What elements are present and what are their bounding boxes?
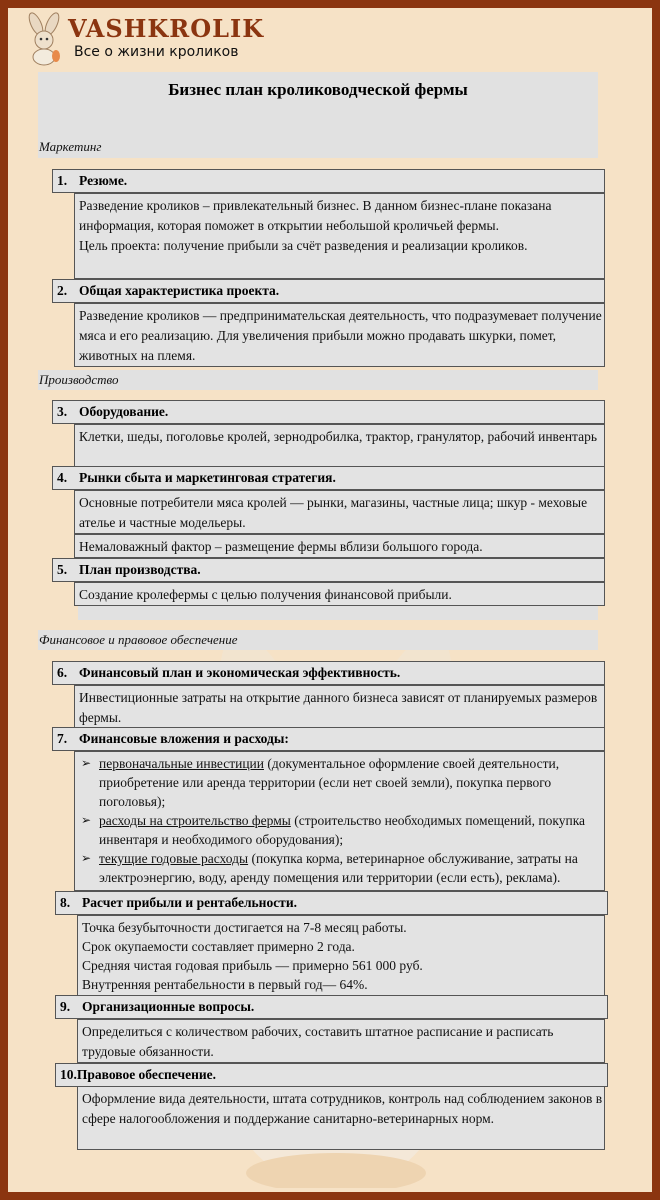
spacer-block: [78, 606, 598, 620]
item-body: Определиться с количеством рабочих, составить штатное расписание и расписать трудовые обязанности.: [77, 1019, 605, 1063]
item-body: Оформление вида деятельности, штата сотрудников, контроль над соблюдением законов в сфере налогообложения и поддержание санитарно-ветеринарных норм.: [77, 1086, 605, 1150]
item-heading: 6. Финансовый план и экономическая эффективность.: [52, 661, 605, 685]
arrow-bullet-icon: ➢: [81, 756, 92, 770]
arrow-bullet-icon: ➢: [81, 851, 92, 865]
item-heading: 8. Расчет прибыли и рентабельности.: [55, 891, 608, 915]
item-heading: 4. Рынки сбыта и маркетинговая стратегия.: [52, 466, 605, 490]
item-body: Разведение кроликов — предпринимательская деятельность, что подразумевает получение мяса и его реализацию. Для увеличения прибыли можно продавать шкурки, помет, животных на племя.: [74, 303, 605, 367]
site-brand[interactable]: VASHKROLIK: [68, 14, 265, 43]
item-body: Основные потребители мяса кролей — рынки, магазины, частные лица; шкур - меховые ателье и частные модельеры.: [74, 490, 605, 534]
item-heading: 3. Оборудование.: [52, 400, 605, 424]
item-body: Клетки, шеды, поголовье кролей, зернодробилка, трактор, гранулятор, рабочий инвентарь: [74, 424, 605, 468]
item-heading: 2. Общая характеристика проекта.: [52, 279, 605, 303]
item-heading: 10.Правовое обеспечение.: [55, 1063, 608, 1087]
item-body: Разведение кроликов – привлекательный бизнес. В данном бизнес-плане показана информация, которая поможет в открытии небольшой кроличьей фермы. Цель проекта: получение прибыли за счёт разведения и реализации кроликов.: [74, 193, 605, 279]
item-body: [74, 751, 605, 891]
bullet-item: ➢ расходы на строительство фермы (строительство необходимых помещений, покупка инвентаря и необходимого оборудования);: [81, 813, 586, 847]
item-heading: 1. Резюме.: [52, 169, 605, 193]
arrow-bullet-icon: ➢: [81, 813, 92, 827]
item-body: Создание кролефермы с целью получения финансовой прибыли.: [74, 582, 605, 606]
section-banner: [38, 370, 598, 390]
document-title: Бизнес план кролиководческой фермы: [168, 80, 468, 99]
rabbit-logo-icon[interactable]: [22, 12, 68, 66]
item-heading: 7. Финансовые вложения и расходы:: [52, 727, 605, 751]
section-production: Производство: [39, 372, 119, 387]
item-heading: 9. Организационные вопросы.: [55, 995, 608, 1019]
page-frame: [8, 8, 652, 1192]
bullet-item: ➢ первоначальные инвестиции (документальное оформление своей деятельности, приобретение или аренда территории (если нет своей земли), покупка первого поголовья);: [81, 756, 560, 809]
item-body: Инвестиционные затраты на открытие данного бизнеса зависят от планируемых размеров фермы.: [74, 685, 605, 729]
section-finance: Финансовое и правовое обеспечение: [39, 632, 238, 647]
site-tagline: Все о жизни кроликов: [74, 44, 239, 60]
item-heading: 5. План производства.: [52, 558, 605, 582]
bullet-item: ➢ текущие годовые расходы (покупка корма, ветеринарное обслуживание, затраты на электроэнергию, воду, аренду помещения или территории (если есть), реклама).: [81, 851, 578, 885]
section-marketing: Маркетинг: [39, 139, 102, 154]
title-banner: [38, 72, 598, 158]
item-body: Немаловажный фактор – размещение фермы вблизи большого города.: [74, 534, 605, 558]
item-body: Точка безубыточности достигается на 7-8 месяц работы. Срок окупаемости составляет примерно 2 года. Средняя чистая годовая прибыль — примерно 561 000 руб. Внутренняя рентабельности в первый год— 64%.: [77, 915, 605, 997]
